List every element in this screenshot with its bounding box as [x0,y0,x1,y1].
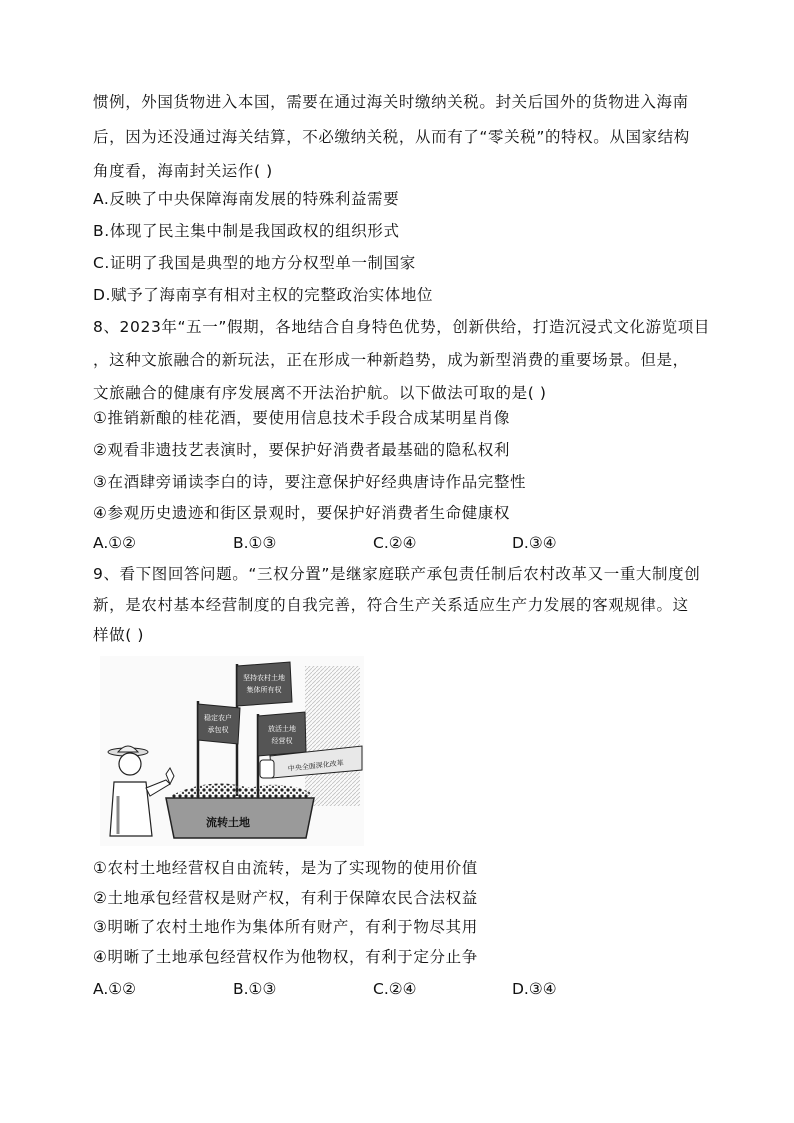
q8-stem-line: ，这种文旅融合的新玩法，正在形成一种新趋势，成为新型消费的重要场景。但是， [93,351,689,369]
q8-stem-line: 8、2023年“五一”假期，各地结合自身特色优势，创新供给，打造沉浸式文化游览项目 [93,318,710,336]
q8-choice-a: A.①② [93,534,137,552]
q9-choice-b: B.①③ [233,980,277,998]
q7-stem-line: 后，因为还没通过海关结算，不必缴纳关税，从而有了“零关税”的特权。从国家结构 [93,128,690,146]
q9-stem-line: 新，是农村基本经营制度的自我完善，符合生产关系适应生产力发展的客观规律。这 [93,596,689,614]
q9-statement-3: ③明晰了农村土地作为集体所有财产，有利于物尽其用 [93,918,478,936]
q9-stem-line: 样做( ) [93,626,145,644]
q7-option-c: C.证明了我国是典型的地方分权型单一制国家 [93,254,416,272]
land-reform-cartoon [100,656,364,846]
q9-stem-line: 9、看下图回答问题。“三权分置”是继家庭联产承包责任制后农村改革又一重大制度创 [93,565,701,583]
q8-choice-b: B.①③ [233,534,277,552]
q8-choice-c: C.②④ [373,534,417,552]
svg-text:承包权: 承包权 [207,726,229,734]
svg-text:经营权: 经营权 [271,737,293,745]
svg-text:集体所有权: 集体所有权 [246,686,282,694]
q9-statement-2: ②土地承包经营权是财产权，有利于保障农民合法权益 [93,889,478,907]
q9-choice-c: C.②④ [373,980,417,998]
q7-option-a: A.反映了中央保障海南发展的特殊利益需要 [93,190,400,208]
flag-left-text: 稳定农户 [204,714,232,722]
q8-choice-d: D.③④ [512,534,557,552]
q7-option-d: D.赋予了海南享有相对主权的完整政治实体地位 [93,286,434,304]
flag-top-text: 坚持农村土地 [243,674,285,682]
q7-stem-line: 惯例，外国货物进入本国，需要在通过海关时缴纳关税。封关后国外的货物进入海南 [93,93,689,111]
q9-statement-4: ④明晰了土地承包经营权作为他物权，有利于定分止争 [93,948,478,966]
q9-choice-a: A.①② [93,980,137,998]
q8-statement-4: ④参观历史遗迹和街区景观时，要保护好消费者生命健康权 [93,504,510,522]
q8-statement-2: ②观看非遗技艺表演时，要保护好消费者最基础的隐私权利 [93,441,510,459]
flag-right-text: 放活土地 [268,725,296,733]
q8-statement-1: ①推销新酿的桂花酒，要使用信息技术手段合成某明星肖像 [93,409,510,427]
banner-text: 中央全面深化改革 [287,759,345,773]
q8-statement-3: ③在酒肆旁诵读李白的诗，要注意保护好经典唐诗作品完整性 [93,473,527,491]
box-label: 流转土地 [206,816,250,829]
q7-option-b: B.体现了民主集中制是我国政权的组织形式 [93,222,400,240]
q9-statement-1: ①农村土地经营权自由流转，是为了实现物的使用价值 [93,859,478,877]
q9-choice-d: D.③④ [512,980,557,998]
q8-stem-line: 文旅融合的健康有序发展离不开法治护航。以下做法可取的是( ) [93,384,547,402]
q7-stem-line: 角度看，海南封关运作( ) [93,162,273,180]
